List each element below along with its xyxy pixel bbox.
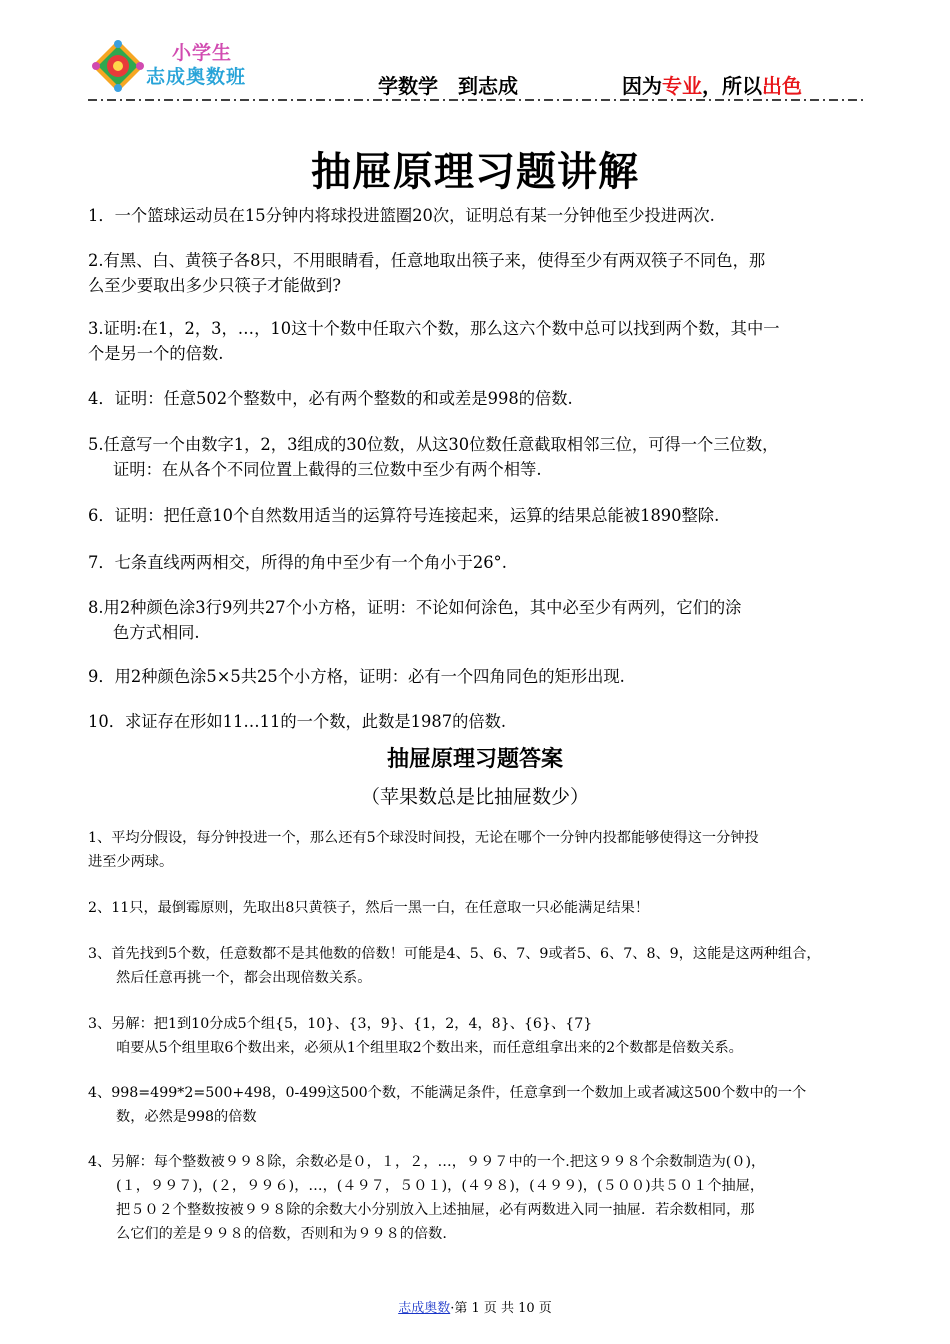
logo-line-2: 志成奥数班	[146, 66, 247, 88]
slogan-right	[622, 70, 802, 99]
answer-2	[88, 896, 878, 920]
answer-line: (１，９９７)，(２，９９６)，…，(４９７，５０１)，(４９８)，(４９９)，(５００)共５０１个抽屉，	[116, 1178, 765, 1194]
question-line: 9．用2种颜色涂5×5共25个小方格，证明：必有一个四角同色的矩形出现.	[88, 667, 625, 686]
answer-4	[88, 1081, 878, 1129]
question-line: 7．七条直线两两相交，所得的角中至少有一个角小于26°.	[88, 553, 507, 572]
brand-logo	[90, 38, 300, 94]
logo-line-1: 小学生	[172, 42, 233, 64]
answer-line: 咱要从5个组里取6个数出来，必须从1个组里取2个数出来，而任意组拿出来的2个数都是倍数关系。	[116, 1040, 743, 1056]
footer-link[interactable]: 志成奥数	[398, 1301, 451, 1316]
answer-4-alt	[88, 1150, 878, 1246]
answer-3	[88, 942, 878, 990]
answer-line: 3、首先找到5个数，任意数都不是其他数的倍数！可能是4、5、6、7、9或者5、6、7、8、9，这能是这两种组合，	[88, 946, 821, 962]
page-title: 抽屉原理习题讲解	[311, 149, 639, 195]
question-line: 色方式相同.	[113, 623, 200, 642]
question-line: 证明：在从各个不同位置上截得的三位数中至少有两个相等.	[113, 460, 542, 479]
question-line: 么至少要取出多少只筷子才能做到?	[88, 276, 341, 295]
answers-subtitle: （苹果数总是比抽屉数少）	[360, 786, 589, 808]
question-2	[88, 248, 878, 298]
logo-emblem-icon	[90, 38, 146, 94]
answer-line: 4、998=499*2=500+498，0-499这500个数，不能满足条件，任意拿到一个数加上或者减这500个数中的一个	[88, 1085, 807, 1101]
answer-line: 2、11只，最倒霉原则，先取出8只黄筷子，然后一黑一白，在任意取一只必能满足结果！	[88, 900, 650, 916]
answer-line: 然后任意再挑一个，都会出现倍数关系。	[116, 970, 372, 986]
question-line: 5.任意写一个由数字1，2，3组成的30位数，从这30位数任意截取相邻三位，可得一个三位数，	[88, 435, 779, 454]
question-7	[88, 550, 878, 575]
page-header	[0, 0, 950, 110]
question-line: 1．一个篮球运动员在15分钟内将球投进篮圈20次，证明总有某一分钟他至少投进两次.	[88, 206, 715, 225]
answer-line: 么它们的差是９９８的倍数，否则和为９９８的倍数.	[116, 1226, 447, 1242]
question-3	[88, 316, 878, 366]
slogan-right-prefix: 因为	[622, 74, 662, 98]
slogan-right-red-1: 专业	[662, 74, 702, 98]
question-9	[88, 664, 878, 689]
question-1	[88, 203, 878, 228]
answer-line: 4、另解：每个整数被９９８除，余数必是０，１，２，…，９９７中的一个.把这９９８个余数制造为(０)，	[88, 1154, 766, 1170]
footer-page-number: ·第 1 页 共 10 页	[450, 1301, 552, 1316]
answer-line: 1、平均分假设，每分钟投进一个，那么还有5个球没时间投，无论在哪个一分钟内投都能够使得这一分钟投	[88, 830, 759, 846]
question-5	[88, 432, 878, 482]
slogan-right-mid: ，所以	[702, 74, 762, 98]
logo-text	[146, 38, 296, 94]
header-divider	[88, 97, 866, 103]
question-6	[88, 503, 878, 528]
question-line: 个是另一个的倍数.	[88, 344, 224, 363]
question-line: 8.用2种颜色涂3行9列共27个小方格，证明：不论如何涂色，其中必至少有两列，它们的涂	[88, 598, 742, 617]
answer-line: 把５０２个整数按被９９８除的余数大小分别放入上述抽屉，必有两数进入同一抽屉．若余数相同，那	[116, 1202, 755, 1218]
answer-1	[88, 826, 878, 874]
question-line: 3.证明:在1，2，3，…，10这十个数中任取六个数，那么这六个数中总可以找到两个数，其中一	[88, 319, 780, 338]
question-line: 10．求证存在形如11…11的一个数，此数是1987的倍数.	[88, 712, 507, 731]
slogan-left: 学数学 到志成	[378, 74, 518, 98]
answers-title: 抽屉原理习题答案	[386, 747, 563, 772]
answer-line: 进至少两球。	[88, 854, 174, 870]
question-line: 4．证明：任意502个整数中，必有两个整数的和或差是998的倍数.	[88, 389, 573, 408]
answer-line: 3、另解：把1到10分成5个组{5，10}、{3，9}、{1，2，4，8}、{6}、{7}	[88, 1016, 593, 1032]
answer-3-alt	[88, 1012, 878, 1060]
answer-line: 数，必然是998的倍数	[116, 1109, 257, 1125]
page-footer	[0, 1297, 950, 1316]
question-8	[88, 595, 878, 645]
question-line: 6．证明：把任意10个自然数用适当的运算符号连接起来，运算的结果总能被1890整除.	[88, 506, 720, 525]
question-10	[88, 709, 878, 734]
slogan-right-red-2: 出色	[762, 74, 802, 98]
question-4	[88, 386, 878, 411]
question-line: 2.有黑、白、黄筷子各8只，不用眼睛看，任意地取出筷子来，使得至少有两双筷子不同色，那	[88, 251, 766, 270]
